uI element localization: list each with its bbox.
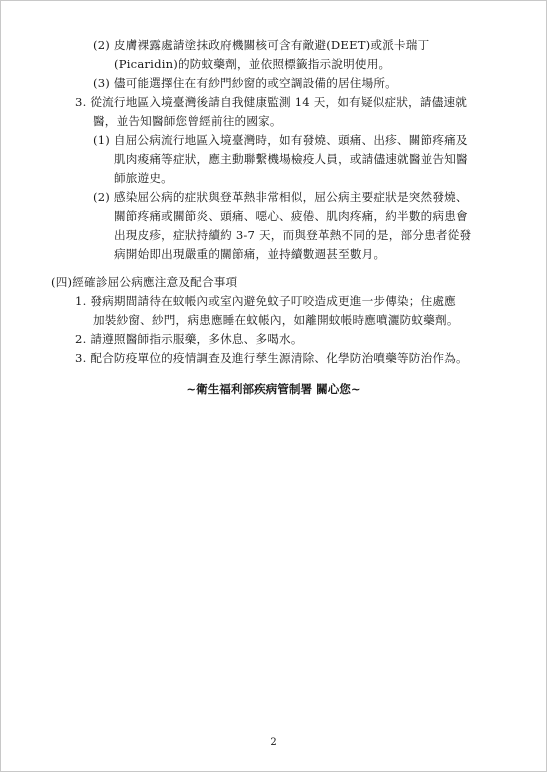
closing-signature: ~衛生福利部疾病管制署 關心您~ [186, 382, 361, 396]
bullet-3-line: (3) 儘可能選擇住在有紗門紗窗的或空調設備的居住場所。 [93, 76, 397, 90]
sub-1-line-1: (1) 自屈公病流行地區入境臺灣時，如有發燒、頭痛、出疹、關節疼痛及 [93, 133, 468, 147]
sub-2-line-2: 關節疼痛或關節炎、頭痛、噁心、疲倦、肌肉疼痛，約半數的病患會 [114, 209, 468, 223]
s4-item-1-line-1: 1. 發病期間請待在蚊帳內或室內避免蚊子叮咬造成更進一步傳染；住處應 [75, 294, 456, 308]
s4-item-1-line-2: 加裝紗窗、紗門，病患應睡在蚊帳內，如離開蚊帳時應噴灑防蚊藥劑。 [93, 313, 459, 327]
sub-1-line-3: 師旅遊史。 [114, 171, 173, 185]
sub-2-line-3: 出現皮疹，症狀持續約 3-7 天，而與登革熱不同的是，部分患者從發 [114, 228, 472, 242]
sub-2-line-4: 病開始即出現嚴重的關節痛，並持續數週甚至數月。 [114, 247, 386, 261]
bullet-2-line-1: (2) 皮膚裸露處請塗抹政府機關核可含有敵避(DEET)或派卡瑞丁 [93, 38, 430, 52]
s4-item-2-line: 2. 請遵照醫師指示服藥，多休息、多喝水。 [75, 332, 303, 346]
sub-1-line-2: 肌肉痠痛等症狀，應主動聯繫機場檢疫人員，或請儘速就醫並告知醫 [114, 152, 468, 166]
s4-item-3-line: 3. 配合防疫單位的疫情調查及進行孳生源清除、化學防治噴藥等防治作為。 [75, 351, 468, 365]
sub-2-line-1: (2) 感染屈公病的症狀與登革熱非常相似，屈公病主要症狀是突然發燒、 [93, 190, 468, 204]
item-3-line-1: 3. 從流行地區入境臺灣後請自我健康監測 14 天，如有疑似症狀，請儘速就 [75, 95, 468, 109]
section-4-heading: (四)經確診屈公病應注意及配合事項 [51, 275, 238, 289]
page-number: 2 [270, 737, 277, 748]
item-3-line-2: 醫，並告知醫師您曾經前往的國家。 [93, 114, 282, 128]
bullet-2-line-2: (Picaridin)的防蚊藥劑，並依照標籤指示說明使用。 [114, 57, 391, 71]
